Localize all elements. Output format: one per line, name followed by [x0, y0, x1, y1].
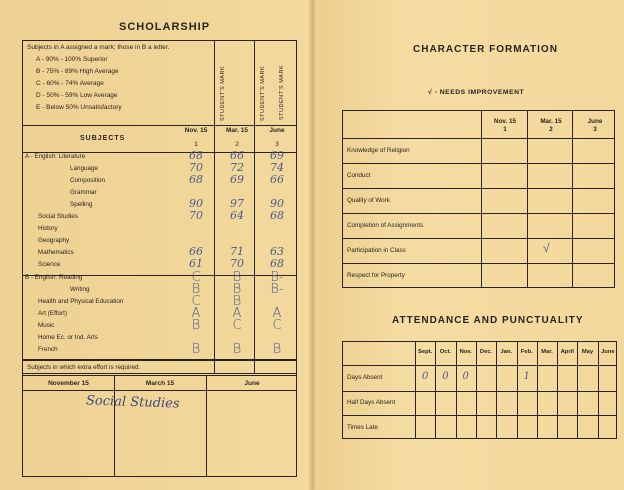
col-divider: [517, 342, 518, 438]
grade-value: 69: [270, 149, 284, 162]
grade-value: B: [232, 269, 242, 285]
grade-value: C: [191, 269, 201, 285]
divider: [343, 391, 616, 392]
col-divider: [415, 342, 416, 438]
subject-label: Language: [70, 165, 99, 173]
cf-row-label: Quality of Work: [347, 197, 390, 204]
grade-value: B: [191, 317, 201, 333]
grade-value: B: [232, 281, 242, 297]
legend-intro: Subjects in A assigned a mark; those in B a letter.: [27, 44, 170, 51]
attendance-value: 0: [421, 371, 429, 382]
subjects-header: SUBJECTS: [80, 135, 126, 142]
grade-value: A: [272, 305, 282, 321]
cf-column-label: Nov. 15: [494, 118, 516, 125]
subject-label: Writing: [70, 285, 90, 293]
grade-value: 90: [189, 197, 203, 211]
cf-column-header: [529, 118, 573, 134]
grade-value: A: [191, 305, 201, 321]
month-header: Jan.: [500, 349, 513, 355]
effort-header-nov: November 15: [48, 380, 89, 387]
col-divider: [114, 375, 115, 476]
col-divider: [537, 342, 538, 438]
cf-column-number: 1: [503, 126, 507, 133]
month-header: Mar.: [541, 349, 553, 355]
grade-value: 61: [189, 257, 203, 271]
divider: [343, 163, 614, 164]
student-mark-header: STUDENT'S MARK: [260, 65, 266, 121]
effort-header-mar: March 15: [145, 380, 175, 387]
attendance-title: ATTENDANCE AND PUNCTUALITY: [392, 315, 584, 326]
attendance-value: 0: [442, 371, 449, 382]
effort-header-june: June: [244, 380, 260, 387]
grade-value: 90: [270, 197, 284, 211]
cf-column-header: [483, 118, 527, 134]
grade-value: B: [191, 341, 201, 357]
grade-value: C: [191, 293, 201, 309]
subject-label: Social Studies: [38, 213, 78, 221]
page-fold: [308, 0, 316, 490]
grade-value: 68: [270, 257, 284, 271]
attendance-value: 0: [462, 371, 469, 382]
character-title: CHARACTER FORMATION: [413, 44, 558, 55]
grade-value: B: [191, 281, 201, 297]
divider: [23, 375, 296, 376]
divider: [343, 365, 616, 366]
month-header: April: [560, 349, 574, 355]
grade-value: 70: [189, 209, 203, 223]
subject-label: Art (Effort): [38, 309, 67, 317]
col-divider: [598, 342, 599, 438]
legend-item: C - 60% - 74% Average: [36, 80, 104, 87]
subject-label: Mathematics: [38, 249, 74, 257]
month-header: Nov.: [459, 349, 472, 355]
attendance-table: [342, 341, 617, 439]
month-header: Sept.: [418, 349, 433, 355]
divider: [343, 213, 614, 214]
month-header: June: [601, 349, 615, 355]
legend-item: A - 90% - 100% Superior: [36, 56, 108, 63]
col-divider: [557, 342, 558, 438]
legend-item: B - 75% - 89% High Average: [36, 68, 119, 75]
subject-label: Geography: [38, 237, 70, 245]
subject-label: Grammar: [70, 189, 97, 197]
period-header: June: [269, 127, 285, 134]
subject-label: Music: [38, 321, 55, 329]
grade-value: 66: [230, 149, 244, 162]
extra-effort-box: [22, 360, 297, 477]
grade-value: 68: [189, 173, 203, 187]
subject-label: Spelling: [70, 201, 93, 209]
legend-item: E - Below 50% Unsatisfactory: [36, 104, 122, 111]
grade-value: C: [272, 317, 282, 333]
divider: [343, 263, 614, 264]
grade-value: 72: [230, 161, 244, 175]
col-divider: [456, 342, 457, 438]
period-number: 1: [194, 141, 198, 148]
period-number: 3: [275, 141, 279, 148]
effort-note: Subjects in which extra effort is required.: [27, 364, 141, 371]
divider: [343, 238, 614, 239]
grade-value: 70: [230, 257, 244, 271]
effort-entry: Social Studies: [85, 393, 180, 412]
grade-value: B: [232, 293, 242, 309]
col-divider: [476, 342, 477, 438]
divider: [343, 415, 616, 416]
student-mark-header: STUDENT'S MARK: [220, 65, 226, 121]
grade-value: 64: [230, 209, 244, 223]
subject-label: Science: [38, 261, 61, 269]
col-divider: [206, 375, 207, 476]
grade-value: 63: [270, 245, 284, 259]
col-divider: [496, 342, 497, 438]
subject-label: B - English: Reading: [25, 273, 83, 281]
month-header: Feb.: [520, 349, 533, 355]
grade-value: B: [272, 341, 282, 357]
grade-value: 66: [189, 245, 203, 259]
grade-value: 71: [230, 245, 244, 259]
col-divider: [435, 342, 436, 438]
period-header: Nov. 15: [184, 127, 208, 134]
cf-row-label: Completion of Assignments: [347, 222, 424, 229]
attendance-row-label: Times Late: [347, 424, 378, 431]
cf-row-label: Respect for Property: [347, 272, 405, 279]
period-number: 2: [235, 141, 239, 148]
cf-column-number: 3: [593, 126, 597, 133]
divider: [343, 188, 614, 189]
divider: [343, 138, 614, 139]
subject-label: Composition: [70, 177, 105, 185]
col-divider: [577, 342, 578, 438]
cf-row-label: Participation in Class: [347, 247, 406, 254]
subject-label: Health and Physical Education: [38, 297, 124, 305]
month-header: Oct.: [439, 349, 452, 355]
cf-row-label: Knowledge of Religion: [347, 147, 410, 154]
attendance-value: 1: [523, 371, 530, 382]
grade-value: 68: [270, 209, 284, 223]
check-mark: √: [543, 241, 550, 255]
grade-value: B-: [270, 281, 284, 297]
grade-value: B: [232, 341, 242, 357]
grading-legend: [27, 44, 215, 114]
cf-column-label: Mar. 15: [540, 118, 562, 125]
grade-value: 97: [230, 197, 244, 211]
divider: [23, 390, 296, 391]
attendance-row-label: Half Days Absent: [347, 399, 396, 406]
student-mark-header: STUDENT'S MARK: [279, 64, 285, 120]
grade-value: B-: [270, 269, 284, 285]
grade-value: 74: [270, 161, 284, 175]
grade-value: 68: [189, 149, 203, 162]
cf-column-label: June: [587, 118, 603, 125]
grade-value: 69: [230, 173, 244, 187]
subject-label: A - English: Literature: [25, 153, 86, 160]
period-header: Mar. 15: [225, 127, 249, 134]
cf-row-label: Conduct: [347, 172, 371, 179]
grade-value: A: [232, 305, 242, 321]
character-table: [342, 110, 615, 288]
needs-improvement-legend: √ - NEEDS IMPROVEMENT: [428, 89, 525, 96]
subject-label: History: [38, 225, 58, 233]
cf-column-number: 2: [549, 126, 553, 133]
attendance-row-label: Days Absent: [347, 374, 383, 381]
grade-value: 70: [189, 161, 203, 175]
month-header: Dec.: [479, 349, 493, 355]
cf-column-header: [573, 118, 617, 134]
subject-label: Home Ec. or Ind. Arts: [38, 333, 98, 341]
scholarship-title: SCHOLARSHIP: [119, 21, 211, 33]
subject-label: French: [38, 345, 58, 353]
legend-item: D - 50% - 59% Low Average: [36, 92, 118, 99]
grade-value: 66: [270, 173, 284, 187]
divider: [23, 125, 296, 126]
grade-value: C: [232, 317, 242, 333]
month-header: May: [581, 349, 594, 355]
